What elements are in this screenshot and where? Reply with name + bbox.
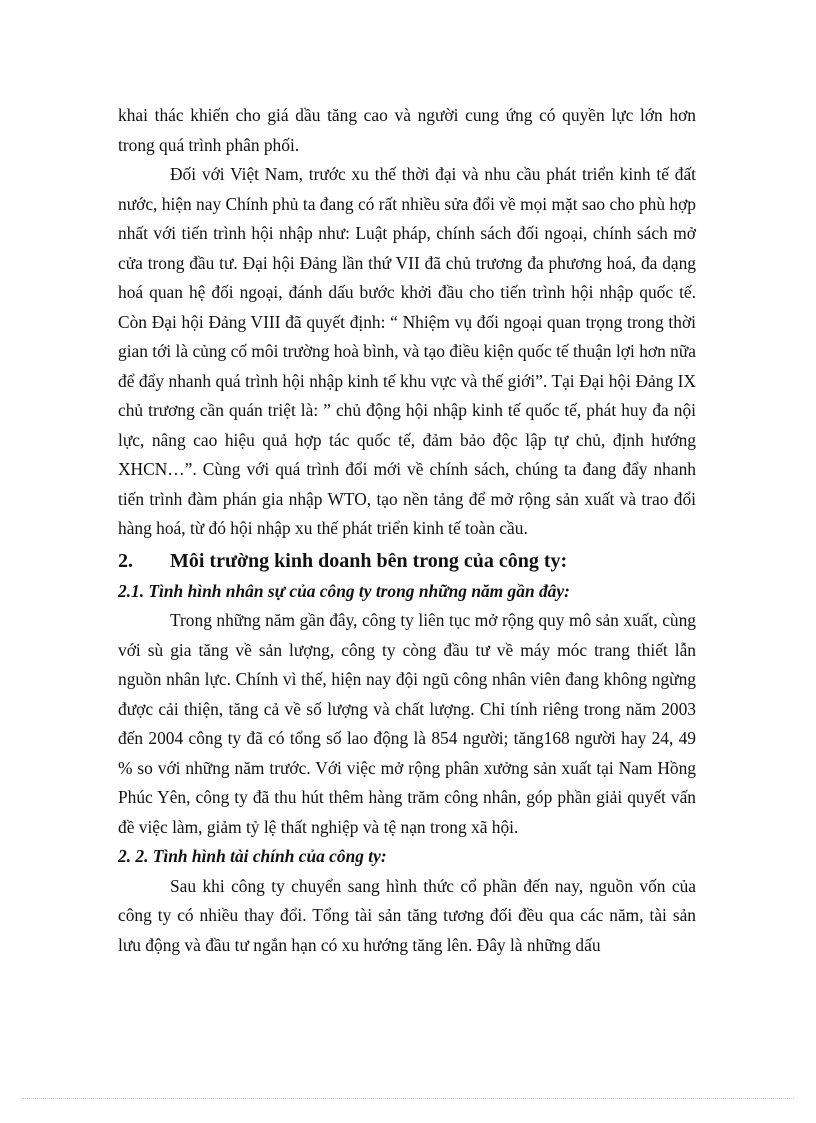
section-heading-2 <box>118 546 696 577</box>
paragraph-vietnam-integration: Đối với Việt Nam, trước xu thế thời đại và nhu cầu phát triển kinh tế đất nước, hiện nay Chính phủ ta đang có rất nhiều sửa đổi về mọi mặt sao cho phù hợp nhất với tiến trình hội nhập như: Luật pháp, chính sách đối ngoại, chính sách mở cửa trong đầu tư. Đại hội Đảng lần thứ VII đã chủ trương đa phương hoá, đa dạng hoá quan hệ đối ngoại, đánh dấu bước khởi đầu cho tiến trình hội nhập quốc tế. Còn Đại hội Đảng VIII đã quyết định: “ Nhiệm vụ đối ngoại quan trọng trong thời gian tới là củng cố môi trường hoà bình, và tạo điều kiện quốc tế thuận lợi hơn nữa để đẩy nhanh quá trình hội nhập kinh tế khu vực và thế giới”. Tại Đại hội Đảng IX chủ trương cần quán triệt là: ” chủ động hội nhập kinh tế quốc tế, phát huy đa nội lực, nâng cao hiệu quả hợp tác quốc tế, đảm bảo độc lập tự chủ, định hướng XHCN…”. Cùng với quá trình đổi mới về chính sách, chúng ta đang đẩy nhanh tiến trình đàm phán gia nhập WTO, tạo nền tảng để mở rộng sản xuất và trao đổi hàng hoá, từ đó hội nhập xu thế phát triển kinh tế toàn cầu. <box>118 164 696 538</box>
page-footer-divider <box>22 1098 794 1099</box>
subsection-heading-2-2: 2. 2. Tình hình tài chính của công ty: <box>118 846 387 866</box>
section-title: Môi trường kinh doanh bên trong của công ty: <box>170 549 568 572</box>
document-body <box>118 101 696 960</box>
subsection-heading-2-1: 2.1. Tình hình nhân sự của công ty trong những năm gần đây: <box>118 580 570 601</box>
paragraph-finance: Sau khi công ty chuyển sang hình thức cổ phần đến nay, nguồn vốn của công ty có nhiều thay đổi. Tổng tài sản tăng tương đối đều qua các năm, tài sản lưu động và đầu tư ngắn hạn có xu hướng tăng lên. Đây là những dấu <box>118 875 696 955</box>
section-number: 2. <box>118 549 133 572</box>
paragraph-continuation: khai thác khiến cho giá dầu tăng cao và người cung ứng có quyền lực lớn hơn trong quá trình phân phối. <box>118 105 696 155</box>
paragraph-personnel: Trong những năm gần đây, công ty liên tục mở rộng quy mô sản xuất, cùng với sù gia tăng về sản lượng, công ty còng đầu tư về máy móc trang thiết lẫn nguồn nhân lực. Chính vì thế, hiện nay đội ngũ công nhân viên đang không ngừng được cải thiện, tăng cả về số lượng và chất lượng. Chỉ tính riêng trong năm 2003 đến 2004 công ty đã có tổng số lao động là 854 người; tăng168 người hay 24, 49 % so với những năm trước. Với việc mở rộng phân xưởng sản xuất tại Nam Hồng Phúc Yên, công ty đã thu hút thêm hàng trăm công nhân, góp phần giải quyết vấn đề việc làm, giảm tỷ lệ thất nghiệp và tệ nạn trong xã hội. <box>118 610 696 837</box>
